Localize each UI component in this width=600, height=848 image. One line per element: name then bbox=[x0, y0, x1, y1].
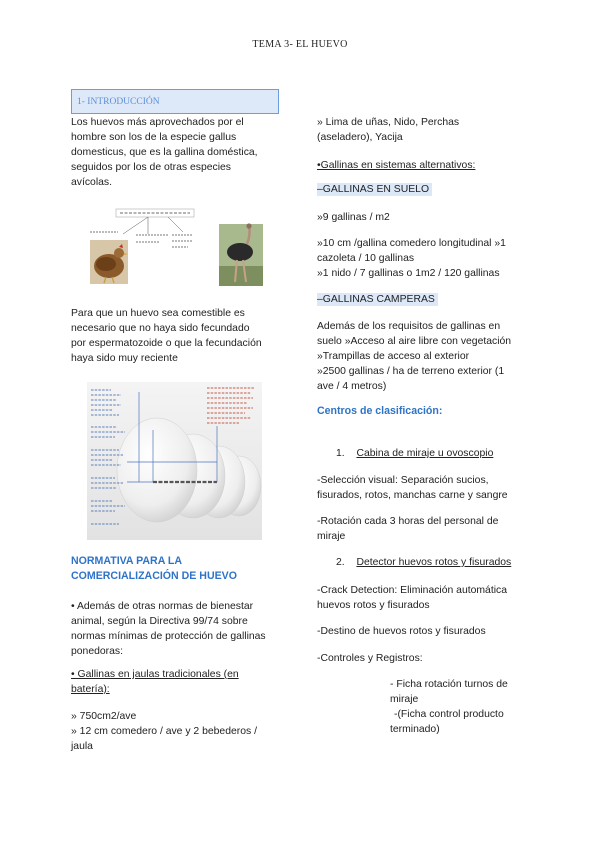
text-line: huevos rotos y fisurados bbox=[317, 600, 430, 611]
text-line: ave / 4 metros) bbox=[317, 381, 387, 392]
destino-line: -Destino de huevos rotos y fisurados bbox=[317, 626, 486, 637]
text-line: »Trampillas de acceso al exterior bbox=[317, 351, 470, 362]
text-line: Para que un huevo sea comestible es bbox=[71, 308, 245, 319]
text-line: hombre son los de la especie gallus bbox=[71, 132, 237, 143]
list-number: 1. bbox=[336, 448, 345, 459]
text-line: - Ficha rotación turnos de bbox=[390, 679, 508, 690]
text-line: cazoleta / 10 gallinas bbox=[317, 253, 415, 264]
centros-heading: Centros de clasificación: bbox=[317, 405, 443, 417]
list-item-detector bbox=[336, 555, 511, 570]
fecundation-paragraph bbox=[71, 306, 262, 366]
camperas-heading bbox=[317, 292, 438, 307]
rotacion-paragraph bbox=[317, 514, 498, 544]
normativa-heading bbox=[71, 554, 237, 584]
bird-species-illustration bbox=[88, 204, 264, 288]
suelo-density: »9 gallinas / m2 bbox=[317, 212, 390, 223]
text-line: » 750cm2/ave bbox=[71, 711, 137, 722]
section-heading-text: 1- INTRODUCCIÓN bbox=[77, 97, 160, 107]
seleccion-paragraph bbox=[317, 473, 508, 503]
text-line: -Crack Detection: Eliminación automática bbox=[317, 585, 507, 596]
hen-icon bbox=[90, 240, 128, 284]
lima-paragraph bbox=[317, 115, 459, 145]
text-line: »1 nido / 7 gallinas o 1m2 / 120 gallinas bbox=[317, 268, 500, 279]
intro-paragraph bbox=[71, 115, 258, 190]
text-line: -(Ficha control producto bbox=[394, 709, 504, 720]
text-line: terminado) bbox=[390, 724, 440, 735]
page-title: TEMA 3- EL HUEVO bbox=[252, 39, 348, 50]
jaulas-heading bbox=[71, 667, 239, 697]
text-line: avícolas. bbox=[71, 177, 113, 188]
text-line: ponedoras: bbox=[71, 646, 123, 657]
list-item-title: Cabina de miraje u ovoscopio bbox=[356, 448, 494, 459]
text-line: -Rotación cada 3 horas del personal de bbox=[317, 516, 499, 527]
text-line: necesario que no haya sido fecundado bbox=[71, 323, 250, 334]
text-line: normas mínimas de protección de gallinas bbox=[71, 631, 266, 642]
heading-line: COMERCIALIZACIÓN DE HUEVO bbox=[71, 570, 237, 582]
text-line: • Además de otras normas de bienestar bbox=[71, 601, 254, 612]
text-line: animal, según la Directiva 99/74 sobre bbox=[71, 616, 248, 627]
crack-paragraph bbox=[317, 583, 507, 613]
text-line: haya sido muy reciente bbox=[71, 353, 178, 364]
text-line: jaula bbox=[71, 741, 93, 752]
text-line: • Gallinas en jaulas tradicionales (en bbox=[71, 669, 239, 680]
ficha-list bbox=[390, 677, 508, 737]
suelo-title: –GALLINAS EN SUELO bbox=[317, 183, 432, 196]
text-line: Los huevos más aprovechados por el bbox=[71, 117, 244, 128]
text-line: por espermatozoide o que la fecundación bbox=[71, 338, 262, 349]
text-line: fisurados, rotos, manchas carne y sangre bbox=[317, 490, 508, 501]
text-line: miraje bbox=[317, 531, 346, 542]
text-line: seguidos por los de otras especies bbox=[71, 162, 231, 173]
list-item-cabina bbox=[336, 446, 493, 461]
heading-line: NORMATIVA PARA LA bbox=[71, 555, 183, 567]
text-line: miraje bbox=[390, 694, 419, 705]
section-heading-introduccion bbox=[71, 89, 279, 114]
text-line: » 12 cm comedero / ave y 2 bebederos / bbox=[71, 726, 257, 737]
egg-structure-illustration bbox=[87, 382, 262, 540]
jaulas-requirements bbox=[71, 709, 257, 754]
text-line: batería): bbox=[71, 684, 110, 695]
controles-line: -Controles y Registros: bbox=[317, 653, 423, 664]
camperas-title: –GALLINAS CAMPERAS bbox=[317, 293, 438, 306]
normativa-paragraph bbox=[71, 599, 266, 659]
text-line: »10 cm /gallina comedero longitudinal »1 bbox=[317, 238, 506, 249]
text-line: domesticus, que es la gallina doméstica, bbox=[71, 147, 258, 158]
ostrich-icon bbox=[219, 223, 263, 286]
text-line: -Selección visual: Separación sucios, bbox=[317, 475, 489, 486]
text-line: » Lima de uñas, Nido, Perchas bbox=[317, 117, 460, 128]
list-item-title: Detector huevos rotos y fisurados bbox=[356, 557, 512, 568]
list-number: 2. bbox=[336, 557, 345, 568]
text-line: »2500 gallinas / ha de terreno exterior (1 bbox=[317, 366, 505, 377]
text-line: Además de los requisitos de gallinas en bbox=[317, 321, 501, 332]
suelo-requirements bbox=[317, 236, 506, 281]
text-line: (aseladero), Yacija bbox=[317, 132, 403, 143]
text-line: suelo »Acceso al aire libre con vegetación bbox=[317, 336, 512, 347]
alternativos-heading: •Gallinas en sistemas alternativos: bbox=[317, 160, 476, 171]
suelo-heading bbox=[317, 182, 432, 197]
camperas-requirements bbox=[317, 319, 511, 394]
